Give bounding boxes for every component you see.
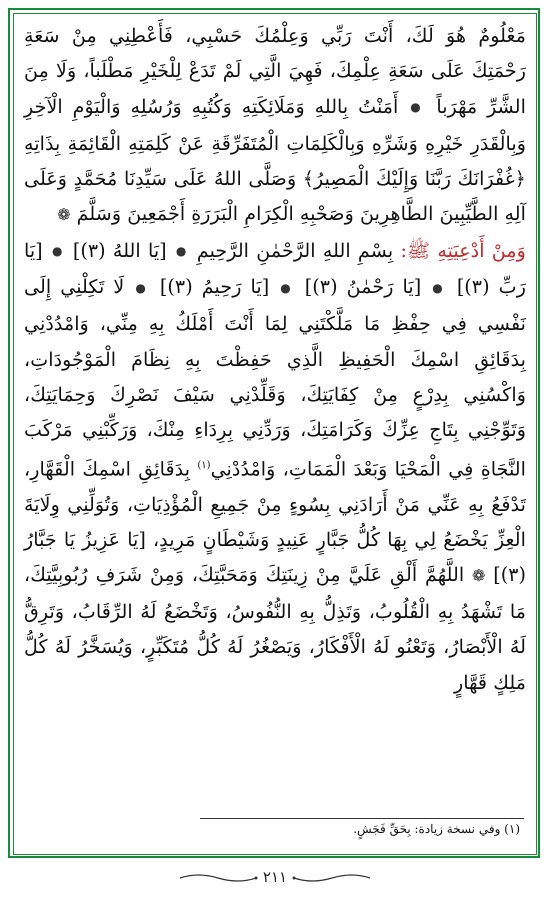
- section-heading: وَمِنْ أَدْعِيَتِهِ ﷺ:: [400, 238, 526, 262]
- paragraph-2: [24, 233, 526, 700]
- footnote-marker[interactable]: (١): [197, 459, 211, 471]
- paragraph-1-text: مَعْلُومٌ هُوَ لَكَ، أَنْتَ رَبِّي وَعِلْمُكَ حَسْبِي، فَأَعْطِنِي مِنْ سَعَةِ رَحْمَتِكَ عَلَى سَعَةِ عِلْمِكَ، فَهِيَ الَّتِي لَمْ تَدَعْ لِلْخَيْرِ مَطْلَباً، وَلَا مِنَ الشَّرِّ مَهْرَباً: [24, 24, 526, 118]
- paragraph-1: [24, 18, 526, 233]
- separator-dot-icon: ●: [432, 280, 446, 295]
- separator-dot-icon: ●: [135, 280, 149, 295]
- p2-t7: بِدَقَائِقِ اسْمِكَ الْقَهَّارِ، تَدْفَعُ بِهِ عَنِّي مَنْ أَرَادَنِي بِسُوءٍ مِنْ جَمِيعِ الْمُؤْذِيَاتِ، وَتُوَلِّنِي وِلَايَةَ الْعِزِّ يَخْضَعُ لِي بِهَا كُلُّ جَبَّارٍ عَنِيدٍ وَشَيْطَانٍ مَرِيدٍ، [يَا عَزِيزُ يَا جَبَّارُ (٣)]: [24, 457, 526, 587]
- p2-t1: بِسْمِ اللهِ الرَّحْمٰنِ الرَّحِيمِ: [196, 238, 394, 262]
- separator-dot-icon: ●: [51, 244, 64, 259]
- footnote-divider: [200, 818, 524, 819]
- p2-t4: [يَا رَحْمٰنُ (٣)]: [304, 275, 422, 299]
- p2-t5: [يَا رَحِيمُ (٣)]: [159, 275, 270, 299]
- p2-t6: لَا تَكِلْنِي إِلَى نَفْسِي فِي حِفْظِ مَا مَلَّكْتَنِي لِمَا أَنْتَ أَمْلَكُ بِهِ مِنِّي، وَامْدُدْنِي بِدَقَائِقِ اسْمِكَ الْحَفِيظِ الَّذِي حَفِظْتَ بِهِ نِظَامَ الْمَوْجُودَاتِ، وَاكْسُنِي بِدِرْعٍ مِنْ كِفَايَتِكَ، وَقَلِّدْنِي سَيْفَ نَصْرِكَ وَحِمَايَتِكَ، وَتَوِّجْنِي بِتَاجِ عِزِّكَ وَكَرَامَتِكَ، وَرَدِّنِي بِرِدَاءِ مِنْكَ، وَرَكِّبْنِي مَرْكَبَ النَّجَاةِ فِي الْمَحْيَا وَبَعْدَ الْمَمَاتِ، وَامْدُدْنِي: [24, 275, 526, 481]
- p2-t8: اللَّهُمَّ أَلْقِ عَلَيَّ مِنْ زِينَتِكَ وَمَحَبَّتِكَ، وَمِنْ شَرَفِ رُبُوبِيَّتِكَ، مَا تَشْهَدُ بِهِ الْقُلُوبُ، وَتَذِلُّ بِهِ النُّفُوسُ، وَتَخْضَعُ لَهُ الرِّقَابُ، وَتَرِقُّ لَهُ الْأَبْصَارُ، وَتَعْنُو لَهُ الْأَفْكَارُ، وَيَصْغُرُ لَهُ كُلُّ مُتَكَبِّرٍ، وَيُسَخَّرُ لَهُ كُلُّ مَلِكٍ قَهَّارٍ: [24, 563, 526, 694]
- p2-t2: [يَا اللهُ (٣)]: [72, 238, 167, 262]
- ornament-left-icon: [178, 872, 258, 884]
- rosette-icon: ❁: [471, 566, 486, 586]
- separator-dot-icon: ●: [280, 280, 294, 295]
- p2-t3: [يَا رَبِّ (٣)]: [24, 238, 526, 299]
- page-footer: [0, 868, 550, 886]
- footnote: (١) وفي نسخة زيادة: بِحَقِّ فَجَشٍ.: [353, 822, 520, 836]
- rosette-icon: ❁: [57, 205, 71, 225]
- ornament-right-icon: [292, 872, 372, 884]
- separator-dot-icon: ●: [175, 244, 188, 259]
- separator-dot-icon: ●: [410, 100, 425, 115]
- paragraph-1-text-2: أَمَنْتُ بِاللهِ وَمَلَائِكَتِهِ وَكُتُبِهِ وَرُسُلِهِ وَالْيَوْمِ الْآخِرِ وَبِالْقَدَرِ خَيْرِهِ وَشَرِّهِ وَبِالْكَلِمَاتِ الْمُتَفَرِّقَةِ عَنْ كَلِمَتِهِ الْقَائِمَةِ بِذَاتِهِ ﴿غُفْرَانَكَ رَبَّنَا وَإِلَيْكَ الْمَصِيرُ﴾ وَصَلَّى اللهُ عَلَى سَيِّدِنَا مُحَمَّدٍ وَعَلَى آلِهِ الطَّيِّبِينَ الطَّاهِرِينَ وَصَحْبِهِ الْكِرَامِ الْبَرَرَةِ أَجْمَعِينَ وَسَلَّمَ: [24, 94, 526, 226]
- page-number: ٢١١: [262, 868, 288, 886]
- main-text: [24, 18, 526, 700]
